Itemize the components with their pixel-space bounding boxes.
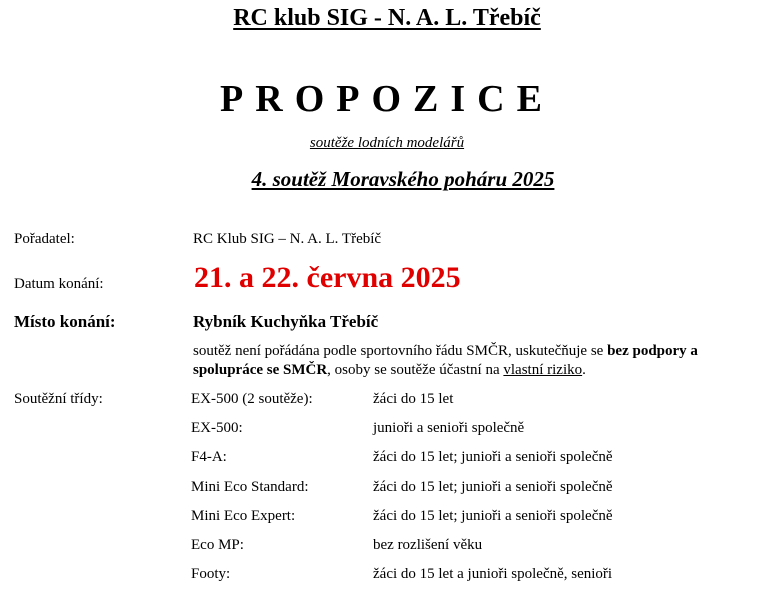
place-label: Místo konání:	[14, 312, 116, 331]
class-name: Eco MP:	[191, 537, 244, 553]
class-description: žáci do 15 let; junioři a senioři společně	[373, 508, 613, 524]
class-name: EX-500 (2 soutěže):	[191, 391, 313, 407]
class-description: žáci do 15 let	[373, 391, 454, 407]
class-description: junioři a senioři společně	[373, 420, 525, 436]
note-text-2: , osoby se soutěže účastní na	[327, 362, 504, 378]
class-name: Footy:	[191, 566, 231, 582]
note-bold-text: bez podpory a spolupráce se SMČR	[193, 343, 698, 378]
class-name: F4-A:	[191, 449, 227, 465]
date-value: 21. a 22. června 2025	[194, 261, 461, 294]
competition-note	[193, 342, 763, 380]
note-text-end: .	[582, 362, 586, 378]
classes-label: Soutěžní třídy:	[14, 391, 103, 407]
document-title: PROPOZICE	[220, 78, 554, 120]
club-title: RC klub SIG - N. A. L. Třebíč	[233, 5, 541, 31]
note-underlined-text: vlastní riziko	[503, 362, 583, 378]
document-subtitle: soutěže lodních modelářů	[309, 135, 465, 151]
organizer-value: RC Klub SIG – N. A. L. Třebíč	[193, 231, 382, 247]
class-name: Mini Eco Expert:	[191, 508, 296, 524]
date-label: Datum konání:	[14, 276, 104, 292]
note-text: soutěž není pořádána podle sportovního řádu SMČR, uskutečňuje se	[193, 343, 608, 359]
class-description: žáci do 15 let; junioři a senioři společně	[373, 449, 613, 465]
class-description: bez rozlišení věku	[373, 537, 483, 553]
organizer-label: Pořadatel:	[14, 231, 75, 247]
class-name: EX-500:	[191, 420, 243, 436]
class-name: Mini Eco Standard:	[191, 479, 309, 495]
class-description: žáci do 15 let; junioři a senioři společně	[373, 479, 613, 495]
class-description: žáci do 15 let a junioři společně, senioři	[373, 566, 613, 582]
event-title: 4. soutěž Moravského poháru 2025	[251, 167, 555, 191]
place-value: Rybník Kuchyňka Třebíč	[193, 312, 379, 331]
